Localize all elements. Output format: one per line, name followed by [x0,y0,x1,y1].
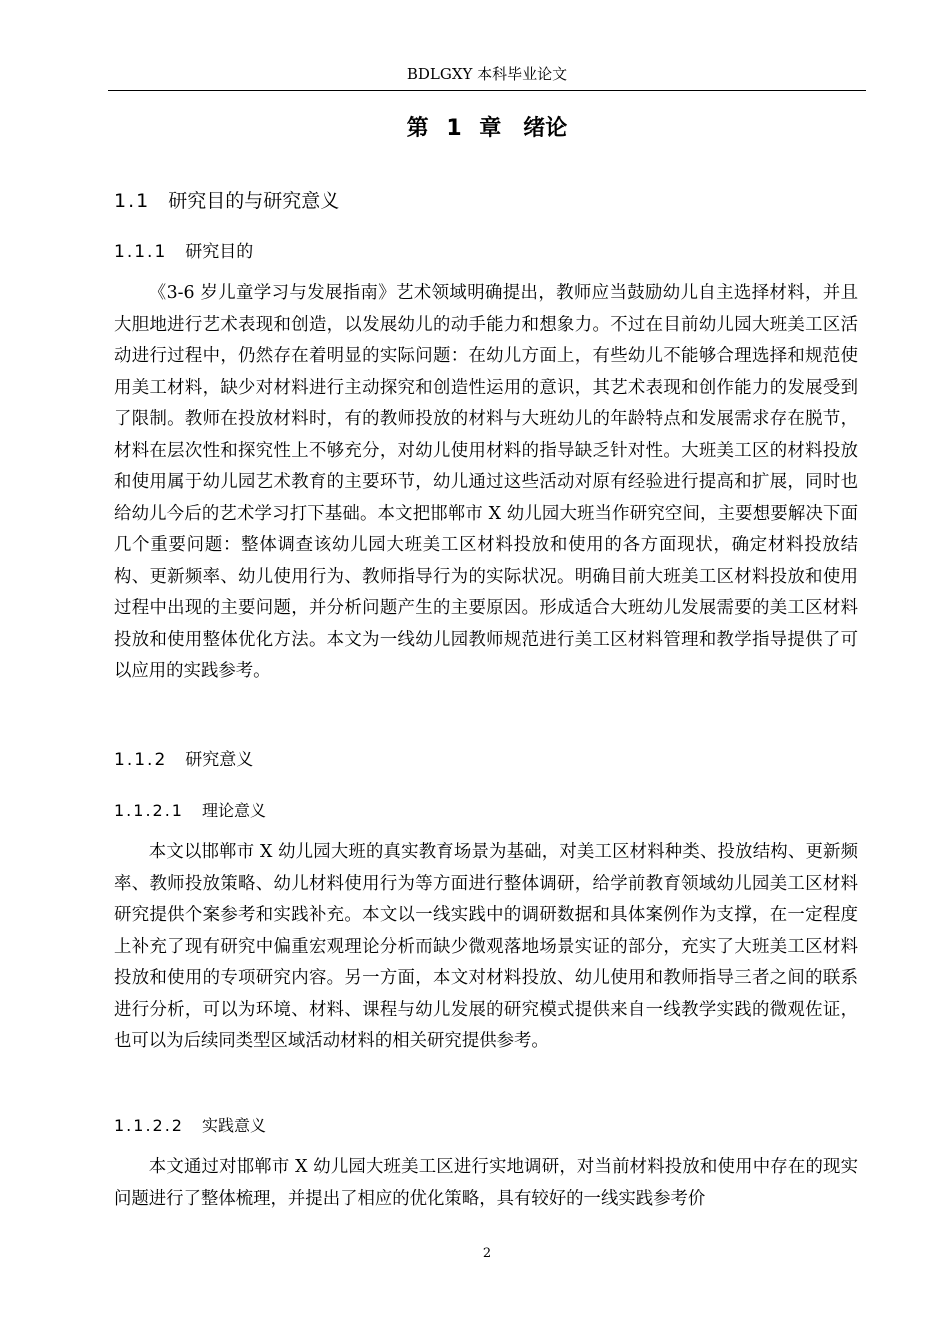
chapter-title: 第 1 章 绪论 [406,116,568,141]
section-heading-1-1-1 [114,239,253,265]
section-number: 1.1 [114,190,151,212]
running-header: BDLGXY 本科毕业论文 [406,65,568,83]
section-heading-1-1-2-1 [114,799,266,823]
section-heading-1-1 [114,187,339,215]
section-number: 1.1.2.2 [114,1116,184,1135]
body-paragraph-theoretical-significance: 本文以邯郸市 X 幼儿园大班的真实教育场景为基础，对美工区材料种类、投放结构、更新频率、教师投放策略、幼儿材料使用行为等方面进行整体调研，给学前教育领域幼儿园美工区材料研究提供个案参考和实践补充。本文以一线实践中的调研数据和具体案例作为支撑，在一定程度上补充了现有研究中偏重宏观理论分析而缺少微观落地场景实证的部分，充实了大班美工区材料投放和使用的专项研究内容。另一方面，本文对材料投放、幼儿使用和教师指导三者之间的联系进行分析，可以为环境、材料、课程与幼儿发展的研究模式提供来自一线教学实践的微观佐证，也可以为后续同类型区域活动材料的相关研究提供参考。 [114,842,858,1051]
section-title: 研究目的 [185,242,254,262]
section-number: 1.1.2.1 [114,801,184,820]
section-title: 实践意义 [201,1116,266,1135]
section-number: 1.1.2 [114,750,168,770]
section-title: 研究目的与研究意义 [168,190,340,212]
header-rule [108,90,866,91]
body-paragraph-research-purpose: 《3-6 岁儿童学习与发展指南》艺术领域明确提出，教师应当鼓励幼儿自主选择材料，并且大胆地进行艺术表现和创造，以发展幼儿的动手能力和想象力。不过在目前幼儿园大班美工区活动进行过程中，仍然存在着明显的实际问题：在幼儿方面上，有些幼儿不能够合理选择和规范使用美工材料，缺少对材料进行主动探究和创造性运用的意识，其艺术表现和创作能力的发展受到了限制。教师在投放材料时，有的教师投放的材料与大班幼儿的年龄特点和发展需求存在脱节，材料在层次性和探究性上不够充分，对幼儿使用材料的指导缺乏针对性。大班美工区的材料投放和使用属于幼儿园艺术教育的主要环节，幼儿通过这些活动对原有经验进行提高和扩展，同时也给幼儿今后的艺术学习打下基础。本文把邯郸市 X 幼儿园大班当作研究空间，主要想要解决下面几个重要问题：整体调查该幼儿园大班美工区材料投放和使用的各方面现状，确定材料投放结构、更新频率、幼儿使用行为、教师指导行为的实际状况。明确目前大班美工区材料投放和使用过程中出现的主要问题，并分析问题产生的主要原因。形成适合大班幼儿发展需要的美工区材料投放和使用整体优化方法。本文为一线幼儿园教师规范进行美工区材料管理和教学指导提供了可以应用的实践参考。 [114,283,858,681]
section-title: 研究意义 [185,750,254,770]
section-heading-1-1-2 [114,747,253,773]
section-number: 1.1.1 [114,242,168,262]
section-title: 理论意义 [201,801,266,820]
section-heading-1-1-2-2 [114,1114,266,1138]
page-number: 2 [482,1246,492,1261]
body-paragraph-practical-significance: 本文通过对邯郸市 X 幼儿园大班美工区进行实地调研，对当前材料投放和使用中存在的现实问题进行了整体梳理，并提出了相应的优化策略，具有较好的一线实践参考价 [114,1157,858,1209]
